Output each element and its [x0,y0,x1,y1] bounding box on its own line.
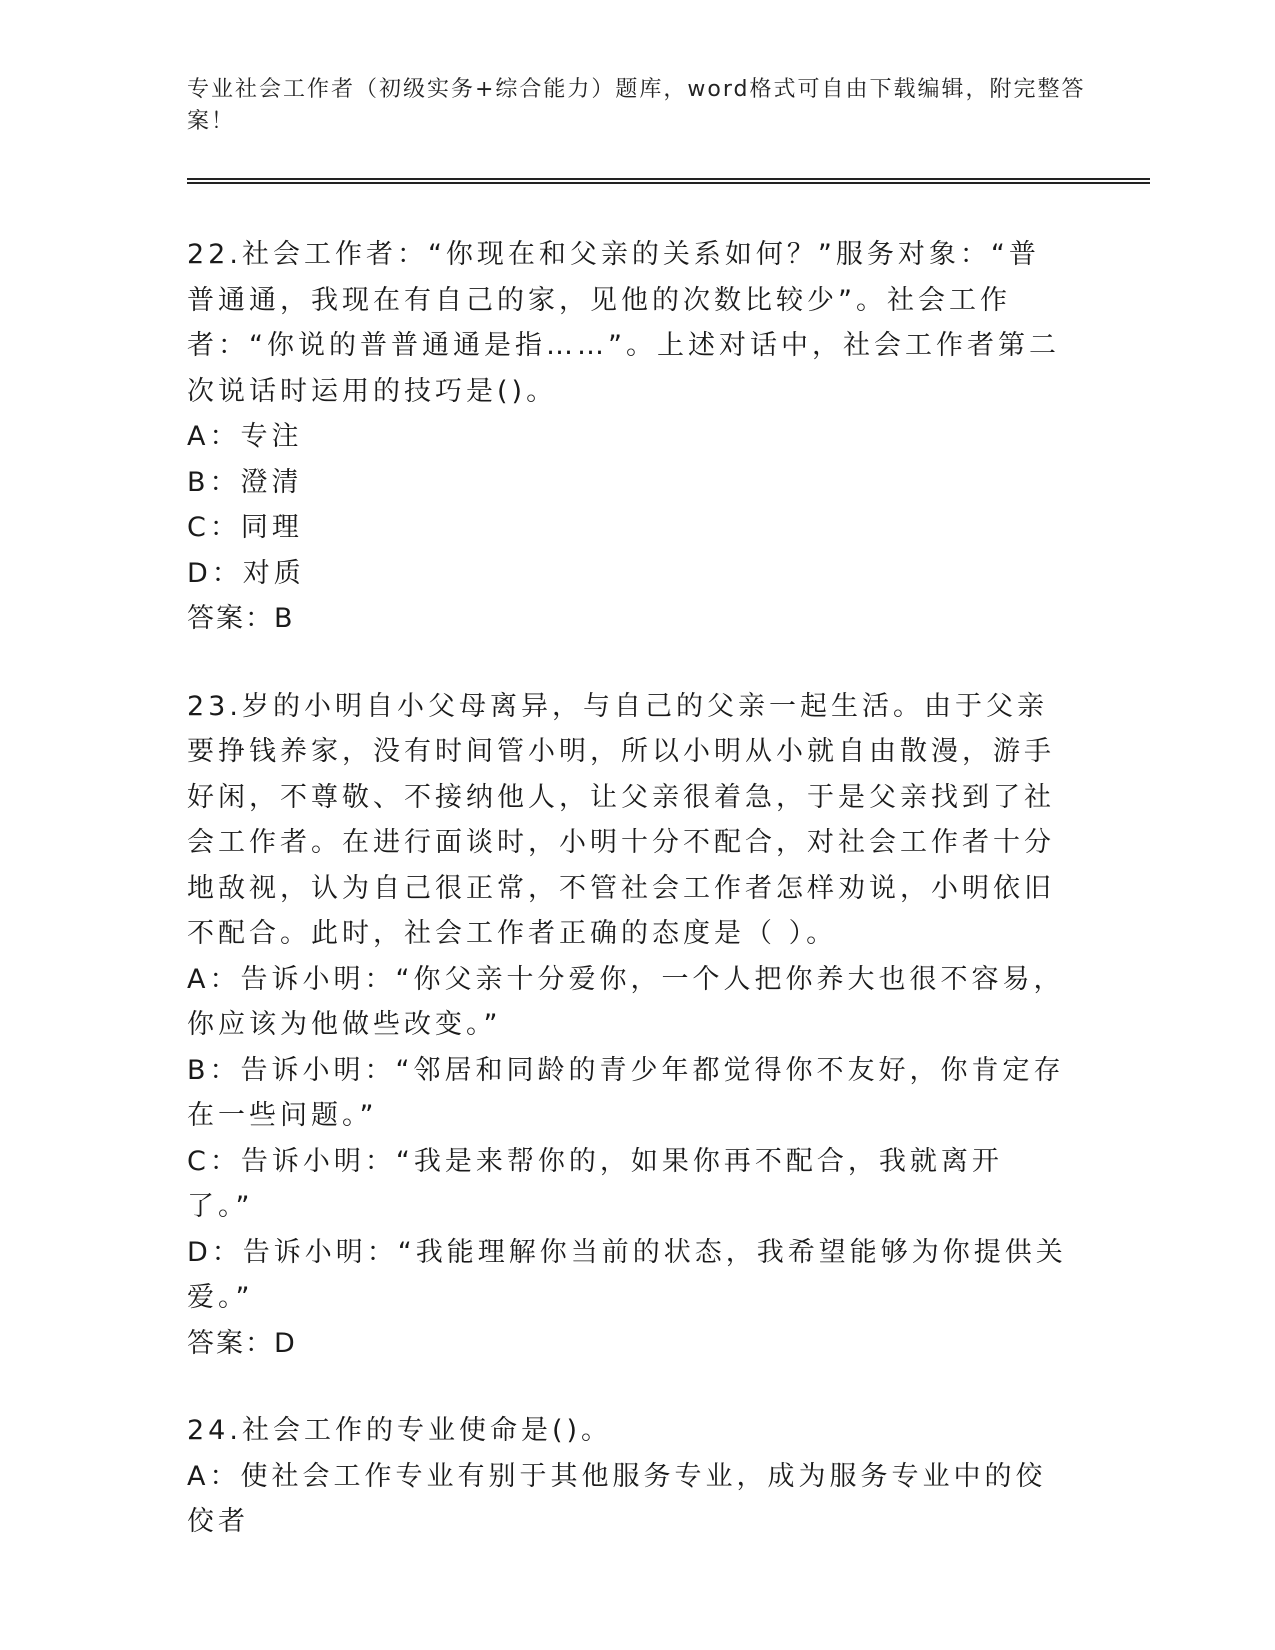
header-divider-bottom [187,182,1150,184]
question-stem: 24.社会工作的专业使命是()。 [187,1415,613,1446]
question-24 [187,1408,1067,1545]
option-a: A：专注 [187,421,303,452]
question-stem: 23.岁的小明自小父母离异，与自己的父亲一起生活。由于父亲要挣钱养家，没有时间管小明，所以小明从小就自由散漫，游手好闲，不尊敬、不接纳他人，让父亲很着急，于是父亲找到了社会工作者。在进行面谈时，小明十分不配合，对社会工作者十分地敌视，认为自己很正常，不管社会工作者怎样劝说，小明依旧不配合。此时，社会工作者正确的态度是（ ）。 [187,690,1055,949]
option-c: C：告诉小明：“我是来帮你的，如果你再不配合，我就离开了。” [187,1145,1003,1222]
option-b: B：告诉小明：“邻居和同龄的青少年都觉得你不友好，你肯定存在一些问题。” [187,1054,1065,1131]
header-divider-top [187,178,1150,180]
question-list [187,232,1067,1545]
option-b: B：澄清 [187,466,303,498]
option-c: C：同理 [187,512,303,543]
option-d: D：对质 [187,557,305,589]
question-stem: 22.社会工作者：“你现在和父亲的关系如何？”服务对象：“普普通通，我现在有自己的家，见他的次数比较少”。社会工作者：“你说的普普通通是指……”。上述对话中，社会工作者第二次说话时运用的技巧是()。 [187,239,1060,407]
question-22 [187,232,1067,642]
option-a: A：告诉小明：“你父亲十分爱你，一个人把你养大也很不容易，你应该为他做些改变。” [187,963,1065,1040]
option-a: A：使社会工作专业有别于其他服务专业，成为服务专业中的佼佼者 [187,1460,1047,1537]
answer-line: 答案：B [187,603,295,634]
answer-line: 答案：D [187,1327,297,1359]
question-23 [187,684,1067,1367]
document-header: 专业社会工作者（初级实务+综合能力）题库，word格式可自由下载编辑，附完整答案！ [187,77,1086,134]
option-d: D：告诉小明：“我能理解你当前的状态，我希望能够为你提供关爱。” [187,1236,1067,1313]
